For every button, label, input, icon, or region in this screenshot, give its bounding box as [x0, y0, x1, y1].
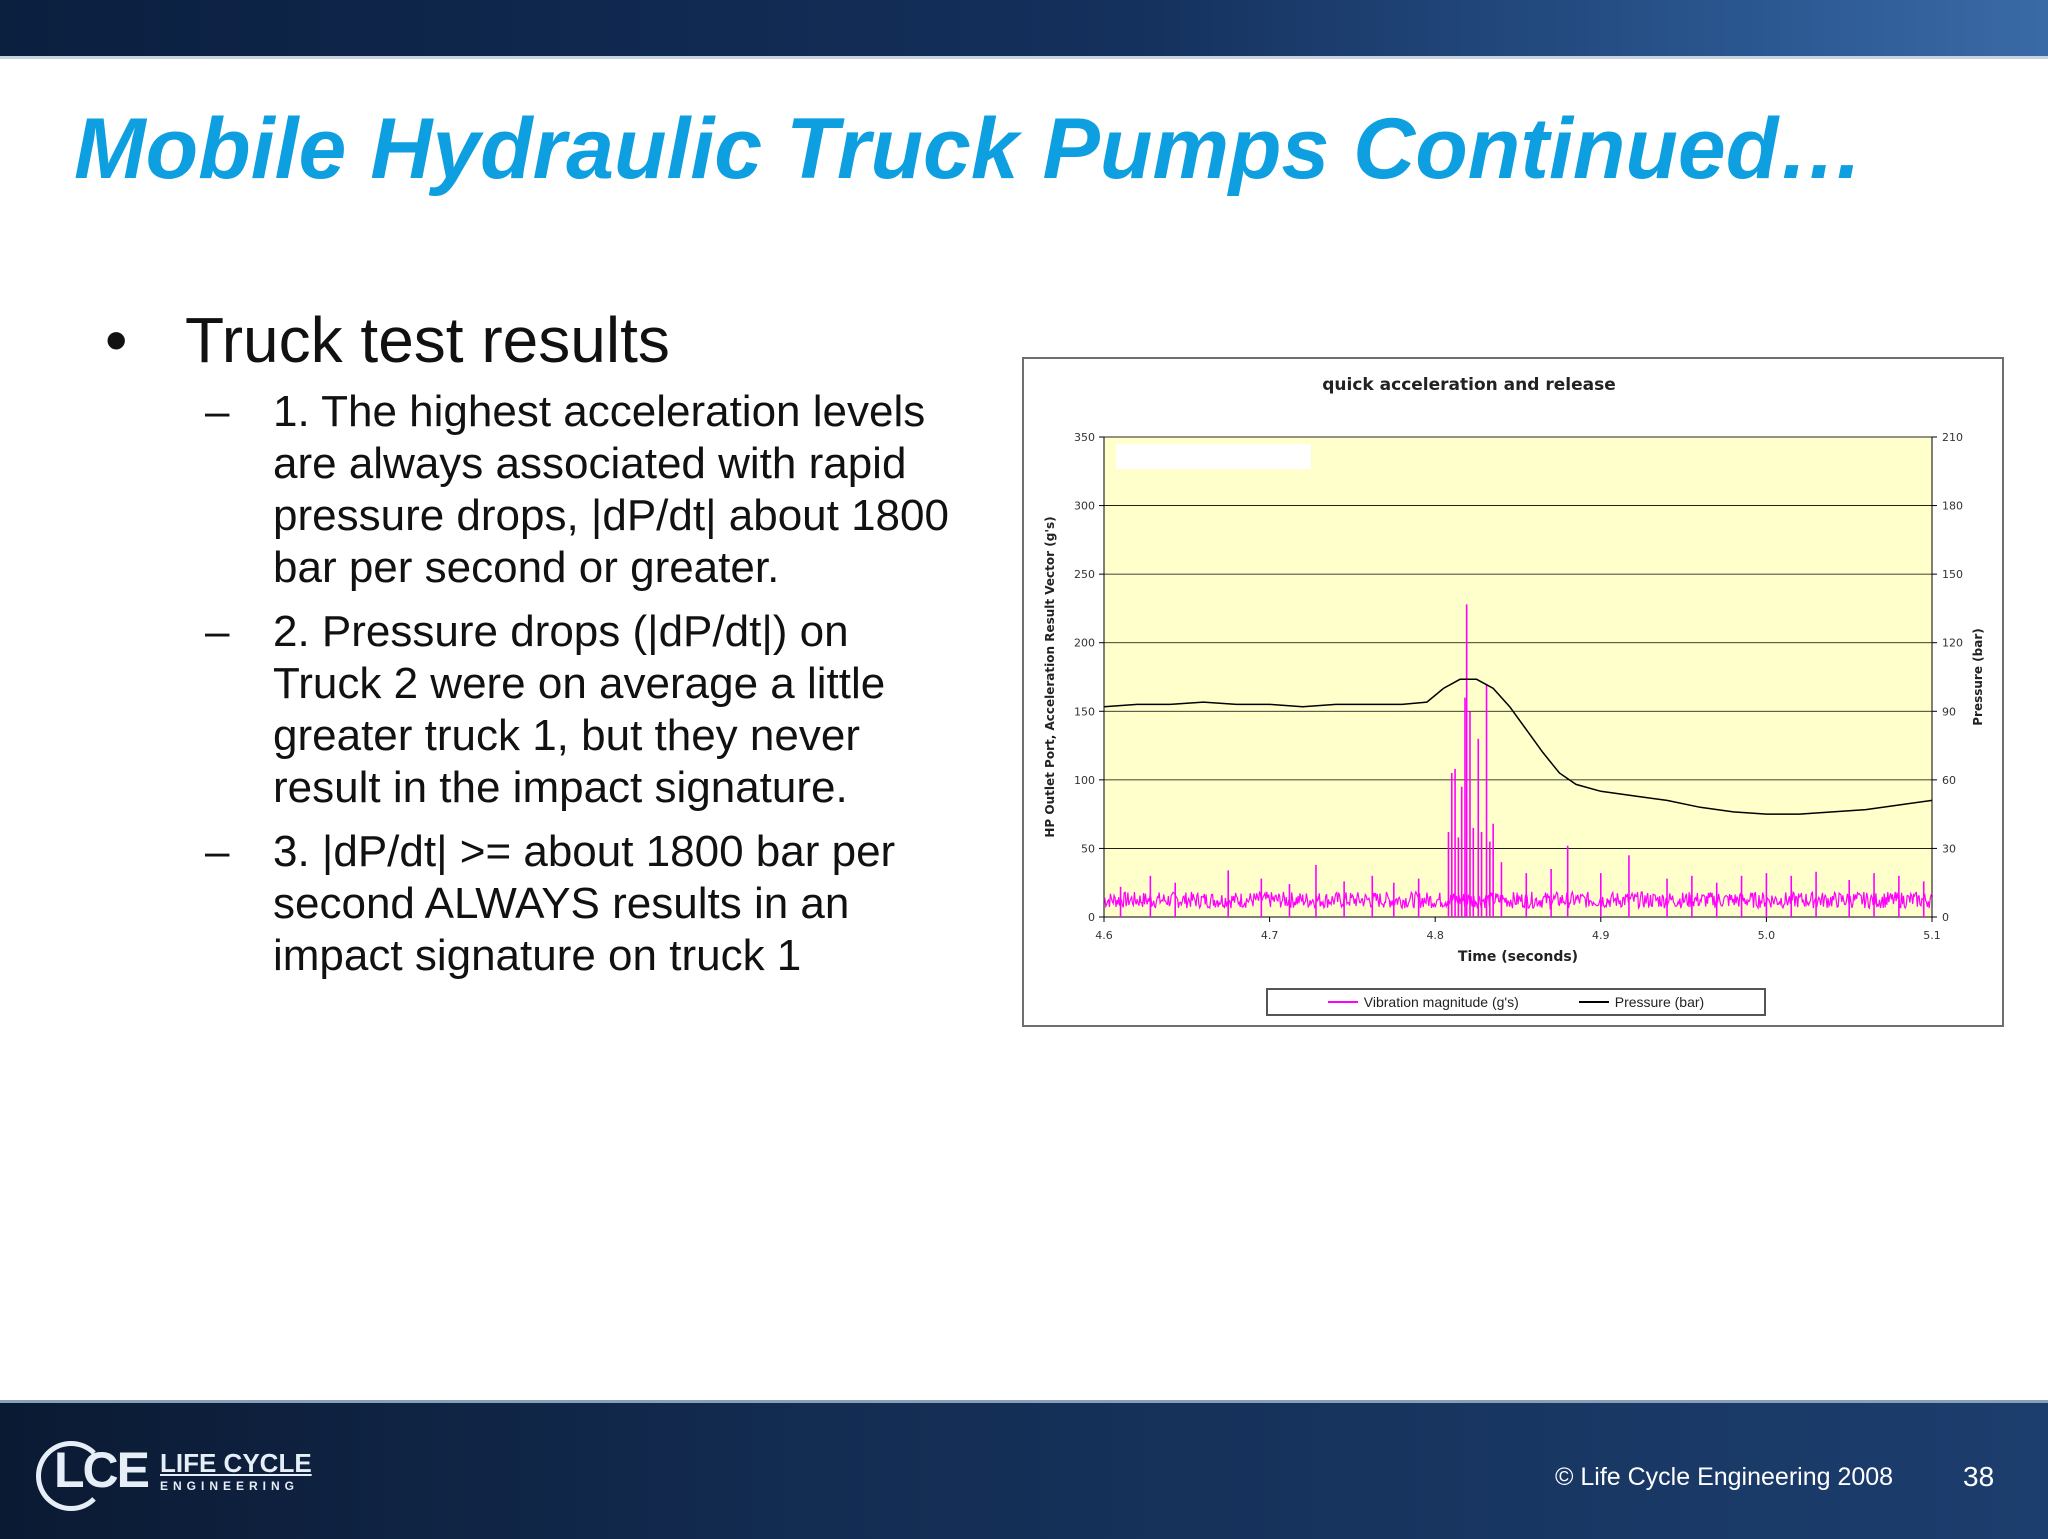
y-tick-label: 200 — [1074, 636, 1095, 650]
logo-name: LIFE CYCLE — [160, 1447, 312, 1478]
company-logo — [36, 1441, 312, 1499]
sub-bullet-text: 2. Pressure drops (|dP/dt|) on Truck 2 were on average a little greater truck 1, but they never result in the impact signature. — [273, 607, 886, 812]
y-tick-label: 250 — [1074, 568, 1095, 582]
y2-tick-label: 60 — [1942, 773, 1956, 787]
plot-area — [1104, 437, 1932, 917]
y2-axis-label: Pressure (bar) — [1971, 628, 1985, 726]
bullet-symbol: • — [105, 304, 128, 376]
y-tick-label: 350 — [1074, 431, 1095, 444]
x-axis-label: Time (seconds) — [1457, 949, 1579, 965]
y-tick-label: 0 — [1088, 911, 1095, 924]
logo-mark: LCE — [54, 1442, 148, 1498]
sub-bullet-3 — [105, 826, 955, 982]
dash-symbol: – — [205, 387, 230, 436]
sub-bullet-text: 1. The highest acceleration levels are always associated with rapid pressure drops, |dP/dt| about 1800 bar per second or greater. — [273, 387, 949, 592]
sub-bullet-1 — [105, 386, 955, 594]
dash-symbol: – — [205, 827, 230, 876]
y2-tick-label: 150 — [1942, 568, 1963, 582]
legend-label-vibration: Vibration magnitude (g's) — [1363, 994, 1519, 1010]
sub-bullet-text: 3. |dP/dt| >= about 1800 bar per second ALWAYS results in an impact signature on truck 1 — [273, 827, 896, 980]
x-tick-label: 4.9 — [1592, 929, 1610, 942]
x-tick-label: 4.7 — [1260, 929, 1279, 942]
copyright-text: © Life Cycle Engineering 2008 — [1555, 1463, 1894, 1491]
y2-tick-label: 180 — [1942, 499, 1963, 513]
dash-symbol: – — [205, 607, 230, 656]
main-bullet-text: Truck test results — [185, 304, 670, 376]
x-tick-label: 4.6 — [1095, 929, 1113, 942]
top-banner — [0, 0, 2048, 59]
legend-item-vibration — [1328, 994, 1519, 1010]
y2-tick-label: 30 — [1942, 842, 1956, 856]
sub-bullet-list — [105, 386, 955, 982]
legend-swatch-pressure — [1579, 1001, 1609, 1003]
y-tick-label: 300 — [1074, 499, 1095, 513]
footer-bar — [0, 1400, 2048, 1539]
sub-bullet-2 — [105, 606, 955, 814]
y2-tick-label: 0 — [1942, 911, 1949, 924]
chart-legend — [1266, 988, 1766, 1016]
logo-wordmark — [160, 1448, 312, 1493]
y2-tick-label: 210 — [1942, 431, 1963, 444]
logo-subtitle: ENGINEERING — [160, 1478, 300, 1493]
slide-title: Mobile Hydraulic Truck Pumps Continued… — [74, 101, 1865, 197]
plot-label-patch — [1116, 444, 1311, 469]
bullet-list — [105, 300, 955, 994]
pressure-vibration-chart — [1024, 359, 2002, 1025]
y2-tick-label: 90 — [1942, 705, 1956, 719]
y-axis-label: HP Outlet Port, Acceleration Result Vector (g's) — [1043, 516, 1057, 838]
x-tick-label: 5.0 — [1757, 929, 1776, 942]
x-tick-label: 5.1 — [1923, 929, 1941, 942]
chart-container — [1022, 357, 2004, 1027]
legend-item-pressure — [1579, 994, 1704, 1010]
y2-tick-label: 120 — [1942, 636, 1963, 650]
y-tick-label: 50 — [1081, 842, 1095, 856]
chart-title: quick acceleration and release — [1322, 375, 1616, 395]
x-tick-label: 4.8 — [1426, 929, 1444, 942]
legend-label-pressure: Pressure (bar) — [1614, 994, 1705, 1010]
y-tick-label: 100 — [1074, 773, 1095, 787]
legend-swatch-vibration — [1328, 1001, 1358, 1003]
y-tick-label: 150 — [1074, 705, 1095, 719]
main-bullet — [105, 300, 955, 380]
page-number: 38 — [1963, 1461, 1995, 1492]
